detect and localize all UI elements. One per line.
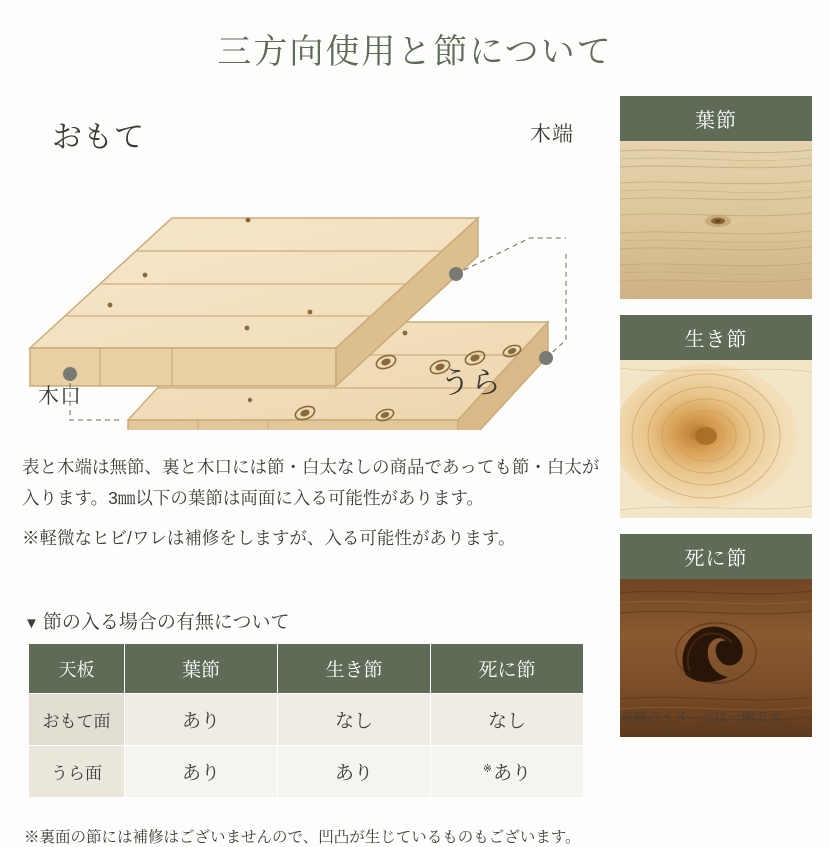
photo-hafushi-image [620, 141, 812, 299]
label-ura: うら [440, 367, 502, 400]
table-header-cell-1: 葉節 [125, 644, 278, 694]
table-heading [24, 607, 289, 634]
photo-card-hafushi [620, 96, 812, 299]
photo-column [620, 96, 812, 753]
table-heading-text: 節の入る場合の有無について [42, 612, 290, 633]
row-label-ura: うら面 [29, 746, 125, 798]
row-label-omote: おもて面 [29, 694, 125, 746]
table-header-cell-0: 天板 [29, 644, 125, 694]
photo-ikibushi-image [620, 360, 812, 518]
table-header-row [29, 644, 584, 694]
left-column [0, 90, 612, 846]
knot-presence-table [28, 643, 584, 798]
table-header-cell-3: 死に節 [431, 644, 584, 694]
cell-ura-shinibushi [431, 746, 584, 798]
description-note: ※軽微なヒビ/ワレは補修をしますが、入る可能性があります。 [22, 528, 516, 549]
hafushi-knot-mark [705, 215, 731, 227]
photo-card-ikibushi [620, 315, 812, 518]
label-koguchi: 木口 [38, 385, 82, 408]
photo-caption-ikibushi: 生き節 [620, 315, 812, 360]
cell-omote-hafushi: あり [125, 694, 278, 746]
cell-ura-shinibushi-text: あり [493, 763, 532, 784]
cell-omote-shinibushi: なし [431, 694, 584, 746]
cell-ura-hafushi: あり [125, 746, 278, 798]
photo-caption-shinibushi: 死に節 [620, 534, 812, 579]
triangle-marker-icon: ▼ [24, 615, 39, 632]
table-row [29, 694, 584, 746]
table-footnote: ※裏面の節には補修はございませんので、凹凸が生じているものもございます。 [24, 829, 581, 846]
photo-caption-hafushi: 葉節 [620, 96, 812, 141]
table-row [29, 746, 584, 798]
cell-asterisk-mark: ※ [482, 762, 493, 775]
cell-ura-ikibushi: あり [278, 746, 431, 798]
page-title: 三方向使用と節について [217, 33, 613, 71]
description-paragraph: 表と木端は無節、裏と木口には節・白太なしの商品であっても節・白太が入ります。3㎜以下の葉節は両面に入る可能性があります。 [22, 457, 600, 508]
label-omote: おもて [52, 121, 145, 154]
label-kobashi: 木端 [530, 123, 574, 146]
description-block [22, 452, 602, 554]
board-illustration [0, 90, 612, 430]
photo-note: ※節のイメージは一例です。 [620, 710, 795, 725]
cell-omote-ikibushi: なし [278, 694, 431, 746]
table-header-cell-2: 生き節 [278, 644, 431, 694]
